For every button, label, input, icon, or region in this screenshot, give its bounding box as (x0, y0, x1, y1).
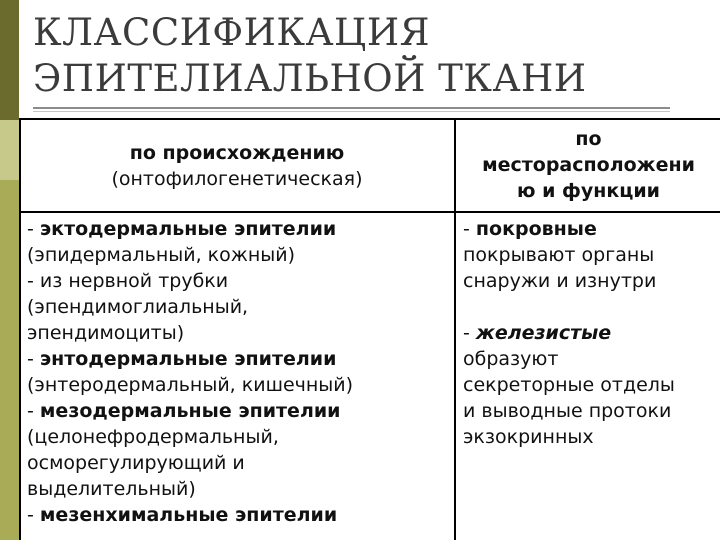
covering-label: покровные (475, 218, 597, 240)
list-item: образуют (463, 348, 559, 370)
list-item: (энтеродермальный, кишечный) (27, 374, 354, 396)
header-location-line1: по (575, 128, 602, 150)
table-border-left (19, 118, 21, 540)
list-dash: - (463, 322, 476, 344)
mesodermal-label: мезодермальные эпителии (39, 400, 341, 422)
list-item: эпендимоциты) (27, 322, 185, 344)
list-item (27, 398, 452, 424)
glandular-label: железистые (475, 322, 612, 344)
list-item: - из нервной трубки (27, 270, 229, 292)
list-item (463, 216, 718, 242)
ectodermal-label: эктодермальные эпителии (39, 218, 337, 240)
slide-title-line2: ЭПИТЕЛИАЛЬНОЙ ТКАНИ (33, 57, 587, 100)
list-dash: - (463, 218, 476, 240)
list-item: покрывают органы (463, 244, 655, 266)
header-origin-title: по происхождению (129, 142, 345, 164)
list-item (27, 346, 452, 372)
header-location-function (457, 126, 720, 204)
mesenchymal-label: мезенхимальные эпителии (39, 504, 338, 526)
origin-list (27, 216, 452, 528)
list-item: снаружи и изнутри (463, 270, 657, 292)
list-dash: - (27, 218, 40, 240)
list-item: секреторные отделы (463, 374, 675, 396)
table-border-top (19, 118, 720, 120)
header-location-line3: ю и функции (517, 180, 660, 202)
sidebar-segment-light (0, 120, 19, 180)
sidebar-segment-dark (0, 0, 19, 120)
title-underline-thin (33, 111, 670, 112)
sidebar-segment-mid (0, 180, 19, 540)
table-column-divider (454, 118, 456, 540)
list-dash: - (27, 400, 40, 422)
title-underline (33, 107, 670, 109)
location-function-list (463, 216, 718, 450)
list-item: (эпидермальный, кожный) (27, 244, 296, 266)
header-origin (23, 140, 451, 192)
list-item: экзокринных (463, 426, 594, 448)
header-location-line2: месторасположени (482, 154, 695, 176)
classification-table (19, 118, 720, 540)
list-item: выделительный) (27, 478, 196, 500)
slide-title (33, 10, 693, 102)
list-dash: - (27, 348, 40, 370)
list-item (27, 502, 452, 528)
list-item: и выводные протоки (463, 400, 672, 422)
table-header-divider (19, 211, 720, 213)
endodermal-label: энтодермальные эпителии (39, 348, 337, 370)
slide-title-line1: КЛАССИФИКАЦИЯ (33, 11, 430, 54)
list-item: (целонефродермальный, (27, 426, 279, 448)
header-origin-subtitle: (онтофилогенетическая) (111, 168, 363, 190)
list-dash: - (27, 504, 40, 526)
list-item (463, 320, 718, 346)
list-item: осморегулирующий и (27, 452, 245, 474)
list-item: (эпендимоглиальный, (27, 296, 249, 318)
decorative-sidebar (0, 0, 19, 540)
list-item (27, 216, 452, 242)
